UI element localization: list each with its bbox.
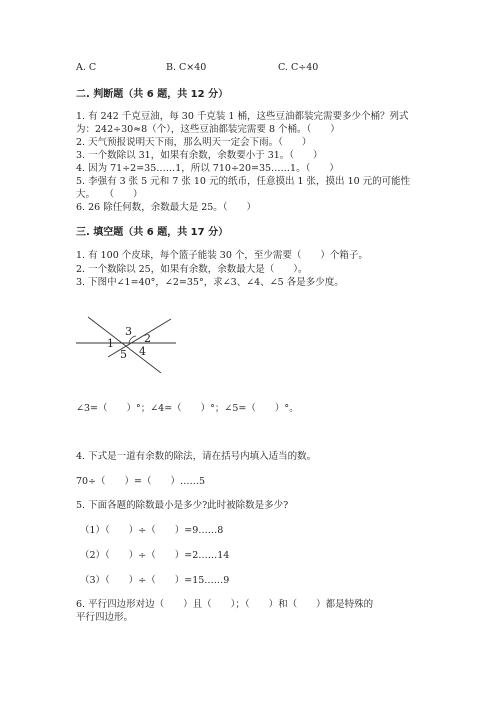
option-b: B. C×40 [166,62,207,73]
angle-label-1: 1 [107,337,114,350]
judgement-item-5-line-2: 大。 （ ） [76,189,143,200]
fill-question-4-expression: 70÷（ ）=（ ）……5 [76,476,206,487]
angle-label-2: 2 [144,332,151,345]
fill-question-2: 2. 一个数除以 25，如果有余数，余数最大是（ ）。 [76,264,308,275]
fill-question-3: 3. 下图中∠1=40°，∠2=35°，求∠3、∠4、∠5 各是多少度。 [76,277,344,288]
judgement-item-2: 2. 天气预报说明天下雨，那么明天一定会下雨。（ ） [76,137,312,148]
fill-question-5: 5. 下面各题的除数最小是多少?此时被除数是多少? [76,500,289,511]
judgement-item-1-line-1: 1. 有 242 千克豆油，每 30 千克装 1 桶，这些豆油都装完需要多少个桶？列式 [76,111,409,122]
option-a: A. C [76,62,97,73]
fill-question-3-answer: ∠3=（ ）°；∠4=（ ）°；∠5=（ ）°。 [76,403,299,414]
fill-question-1: 1. 有 100 个皮球，每个篮子能装 30 个，至少需要（ ）个箱子。 [76,250,368,261]
angle-figure [76,313,186,373]
section-heading-fill-in: 三. 填空题（共 6 题，共 17 分） [76,227,229,238]
judgement-item-3: 3. 一个数除以 31，如果有余数，余数要小于 31。（ ） [76,150,323,161]
fill-question-5-row-3: （3）（ ）÷（ ）=15……9 [80,575,230,586]
angle-label-3: 3 [125,325,132,338]
angle-label-5: 5 [120,348,127,361]
fill-question-5-row-2: （2）（ ）÷（ ）=2……14 [80,550,230,561]
angle-label-4: 4 [139,345,146,358]
fill-question-5-row-1: （1）（ ）÷（ ）=9……8 [80,525,224,536]
fill-question-6-line-1: 6. 平行四边形对边（ ）且（ ）；（ ）和（ ）都是特殊的 [76,599,374,610]
judgement-item-6: 6. 26 除任何数，余数最大是 25。（ ） [76,202,257,213]
judgement-item-5-line-1: 5. 李强有 3 张 5 元和 7 张 10 元的纸币，任意摸出 1 张，摸出 10 元的可能性 [76,176,411,187]
judgement-item-4: 4. 因为 71÷2=35……1，所以 710÷20=35……1。（ ） [76,163,339,174]
fill-question-6-line-2: 平行四边形。 [76,612,134,623]
option-c: C. C÷40 [278,62,319,73]
section-heading-judgement: 二. 判断题（共 6 题，共 12 分） [76,89,229,100]
judgement-item-1-line-2: 为：242÷30≈8（个），这些豆油都装完需要 8 个桶。（ ） [76,124,340,135]
fill-question-4: 4. 下式是一道有余数的除法，请在括号内填入适当的数。 [76,451,317,462]
